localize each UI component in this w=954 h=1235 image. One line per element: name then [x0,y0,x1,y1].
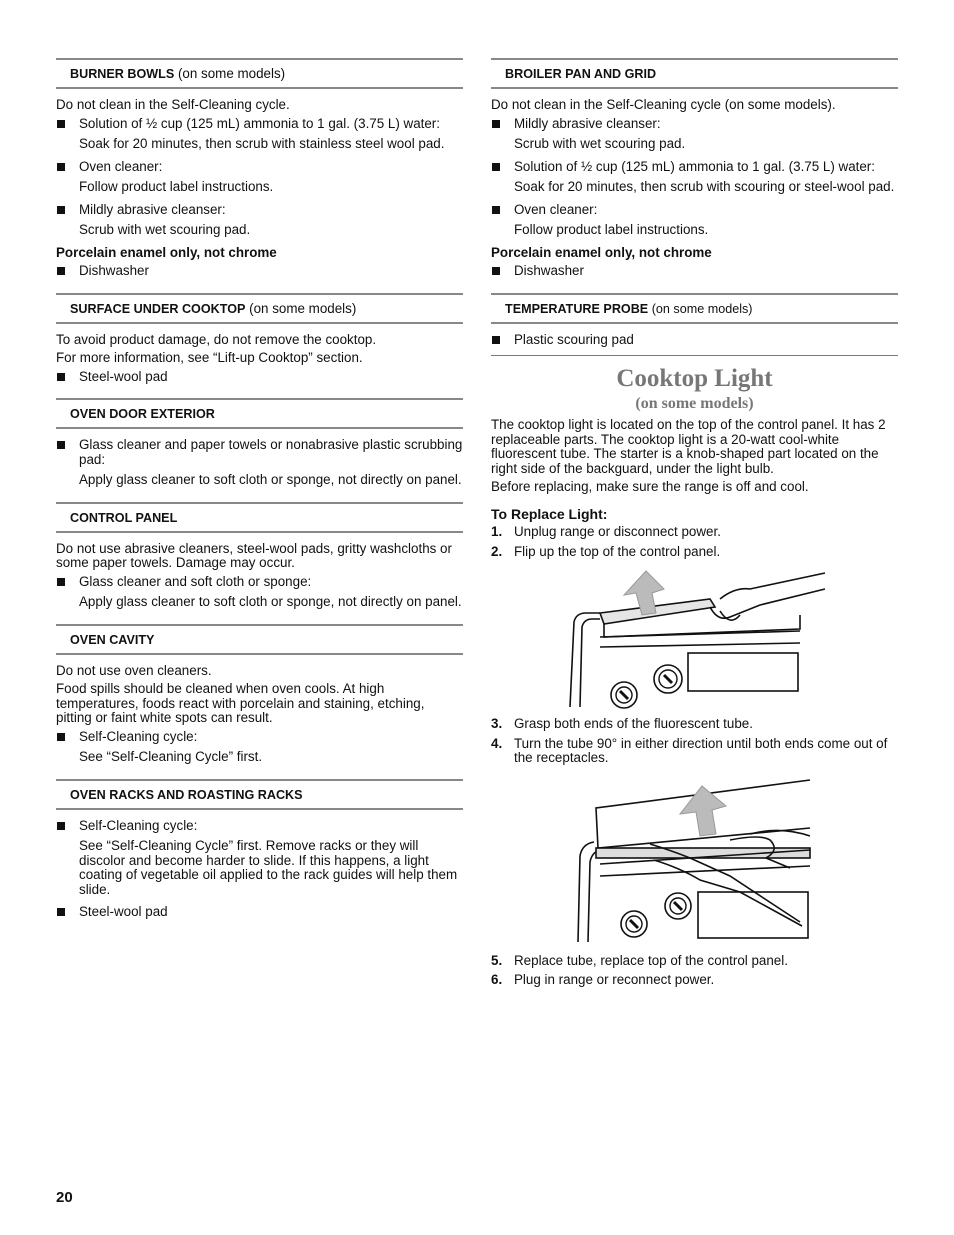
right-column [491,58,898,993]
bullet-item: Solution of ½ cup (125 mL) ammonia to 1 gal. (3.75 L) water: [56,117,463,132]
bullet-item: Dishwasher [491,264,898,279]
section-temperature-probe [491,293,898,357]
paragraph: Food spills should be cleaned when oven cools. At high temperatures, foods react with porcelain and staining, etching, pitting or faint white spots can result. [56,681,425,725]
bullet-detail: Soak for 20 minutes, then scrub with stainless steel wool pad. [79,136,445,151]
section-oven-cavity [56,624,463,765]
step-item: 5. Replace tube, replace top of the control panel. [491,952,788,968]
bullet-item: Self-Cleaning cycle: [56,730,463,745]
bullet-item: Dishwasher [56,264,463,279]
page-subtitle: (on some models) [635,395,754,412]
step-item: 4. Turn the tube 90° in either direction until both ends come out of the receptacles. [491,735,888,765]
step-item: 6. Plug in range or reconnect power. [491,972,715,987]
paragraph: Before replacing, make sure the range is off and cool. [491,479,809,494]
control-knob-icon [621,911,647,937]
section-control-panel [56,502,463,610]
bullet-item: Mildly abrasive cleanser: [491,117,898,132]
bullet-item: Self-Cleaning cycle: [56,819,463,834]
bullet-item: Glass cleaner and soft cloth or sponge: [56,575,463,590]
bullet-detail: Apply glass cleaner to soft cloth or sponge, not directly on panel. [79,472,462,487]
paragraph: Do not clean in the Self-Cleaning cycle (on some models). [491,97,836,112]
section-header: SURFACE UNDER COOKTOP (on some models) [56,293,463,324]
left-column [56,58,463,934]
section-header: BROILER PAN AND GRID [491,58,898,89]
section-header: OVEN RACKS AND ROASTING RACKS [56,779,463,810]
bullet-item: Steel-wool pad [56,370,463,385]
bullet-item: Oven cleaner: [491,203,898,218]
control-knob-icon [654,665,682,693]
section-header: OVEN CAVITY [56,624,463,655]
section-broiler-pan [491,58,898,279]
section-header: BURNER BOWLS (on some models) [56,58,463,89]
subheading: Porcelain enamel only, not chrome [491,244,712,260]
paragraph: Do not use abrasive cleaners, steel-wool pads, gritty washcloths or some paper towels. Damage may occur. [56,540,452,570]
remove-tube-illustration [570,776,820,944]
section-burner-bowls [56,58,463,279]
section-oven-racks [56,779,463,920]
section-header: TEMPERATURE PROBE (on some models) [491,293,898,324]
paragraph: To avoid product damage, do not remove the cooktop. [56,331,377,347]
paragraph: For more information, see “Lift-up Cooktop” section. [56,350,363,365]
bullet-detail: Scrub with wet scouring pad. [514,136,686,151]
subheading: To Replace Light: [491,505,608,522]
bullet-item: Glass cleaner and paper towels or nonabrasive plastic scrubbing pad: [56,438,463,467]
page-title: Cooktop Light [616,365,773,392]
bullet-detail: See “Self-Cleaning Cycle” first. Remove racks or they will discolor and become harder to slide. If this happens, a light coating of vegetable oil applied to the rack guides will help them slide. [79,838,458,897]
step-item: 2. Flip up the top of the control panel. [491,543,721,559]
bullet-detail: See “Self-Cleaning Cycle” first. [79,749,263,764]
step-item: 3. Grasp both ends of the fluorescent tube. [491,716,753,731]
up-arrow-icon [680,786,726,836]
bullet-detail: Soak for 20 minutes, then scrub with scouring or steel-wool pad. [514,179,895,194]
bullet-item: Solution of ½ cup (125 mL) ammonia to 1 gal. (3.75 L) water: [491,160,898,175]
control-knob-icon [611,682,637,708]
bullet-item: Oven cleaner: [56,160,463,175]
bullet-item: Plastic scouring pad [491,333,898,348]
section-header: OVEN DOOR EXTERIOR [56,398,463,429]
bullet-detail: Scrub with wet scouring pad. [79,222,251,237]
paragraph: Do not use oven cleaners. [56,662,212,678]
subheading: Porcelain enamel only, not chrome [56,244,277,260]
step-item: 1. Unplug range or disconnect power. [491,524,721,539]
paragraph: Do not clean in the Self-Cleaning cycle. [56,97,290,112]
divider [491,355,898,356]
section-cooktop-light [491,364,898,988]
section-surface-under-cooktop [56,293,463,385]
flip-panel-illustration [560,567,830,709]
bullet-detail: Follow product label instructions. [514,222,709,237]
section-oven-door-exterior [56,398,463,488]
control-knob-icon [665,893,691,919]
bullet-item: Mildly abrasive cleanser: [56,203,463,218]
bullet-detail: Follow product label instructions. [79,179,274,194]
bullet-item: Steel-wool pad [56,905,463,920]
page-number: 20 [56,1189,73,1206]
section-header: CONTROL PANEL [56,502,463,533]
paragraph: The cooktop light is located on the top of the control panel. It has 2 replaceable parts. The cooktop light is a 20-watt cool-white fluorescent tube. The starter is a knob-shaped part located on the right side of the backguard, under the light bulb. [491,417,886,476]
bullet-detail: Apply glass cleaner to soft cloth or sponge, not directly on panel. [79,594,462,609]
